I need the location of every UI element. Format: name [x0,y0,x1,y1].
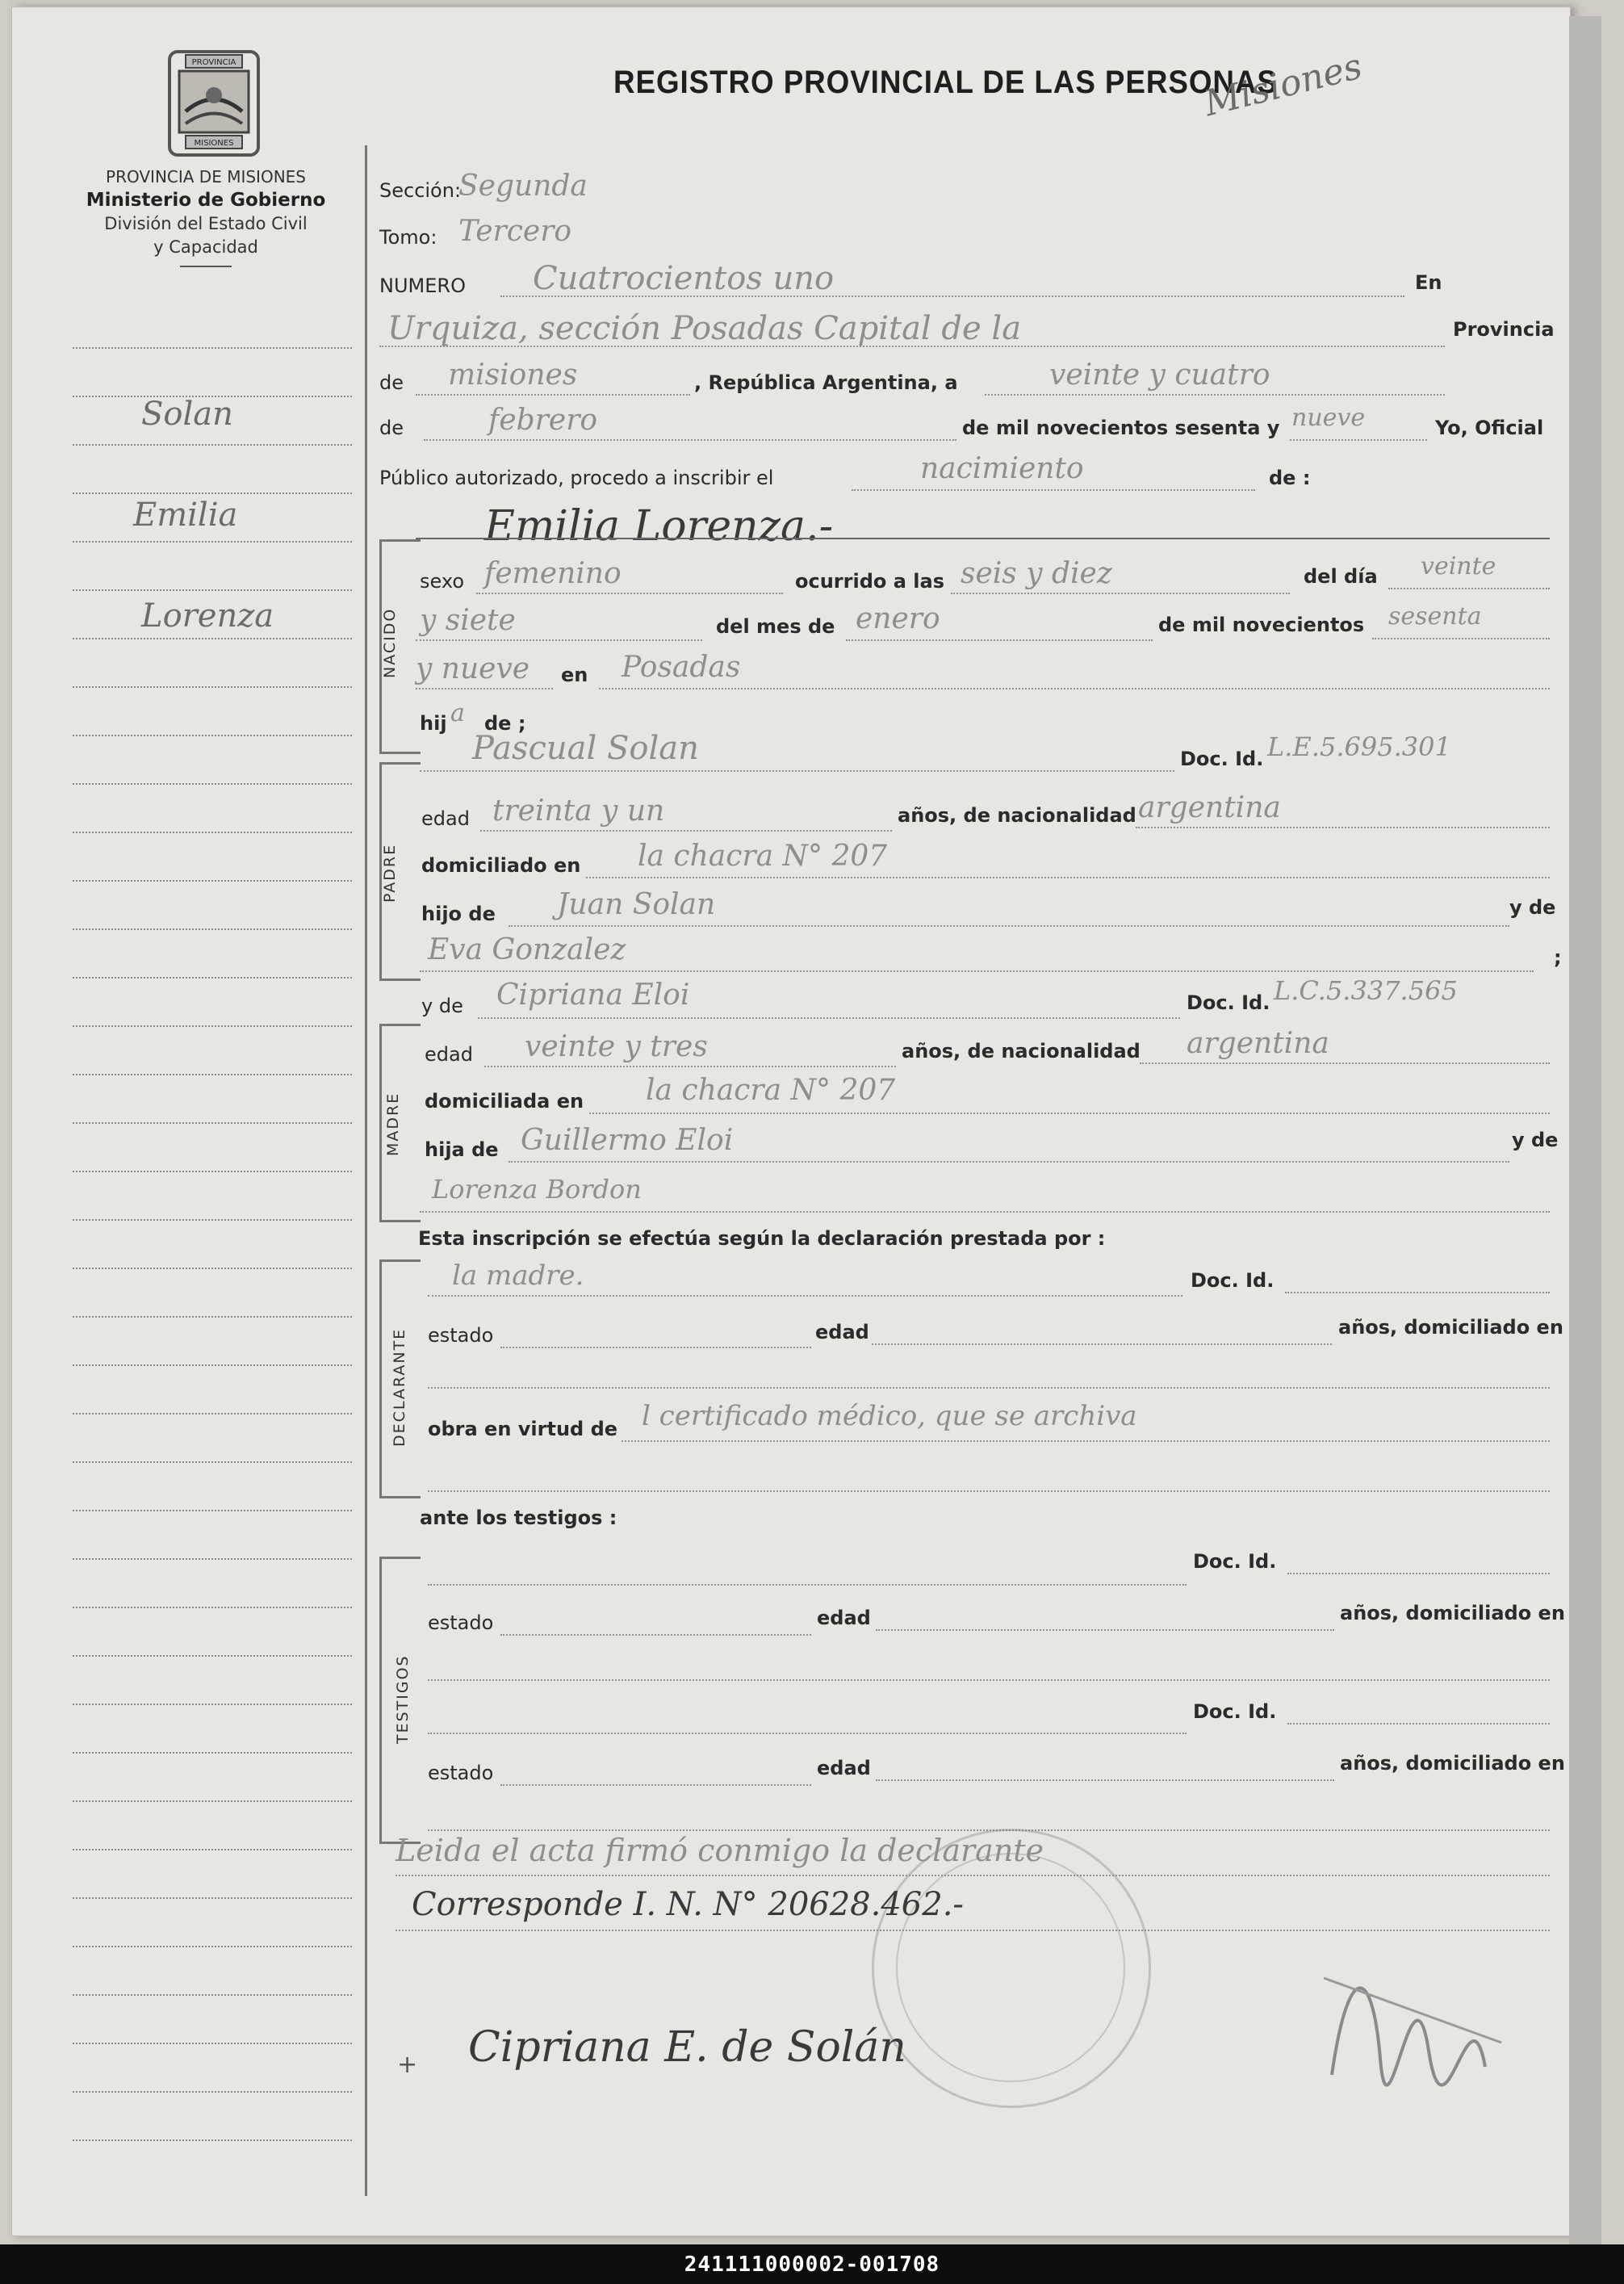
margin-rule [73,1897,352,1899]
testigo2-estado-line [500,1784,811,1786]
margin-rule [73,347,352,349]
padre-edad-label: edad [421,807,470,830]
declarant-signature: Cipriana E. de Solán [468,2023,906,2072]
declarante-obra-line [622,1440,1550,1442]
margin-rule [73,735,352,736]
padre-nac-value: argentina [1138,791,1281,824]
testigo1-nombre-line [428,1584,1187,1586]
margin-note-firstname: Emilia [133,497,238,534]
sexo-value: femenino [484,557,622,590]
dia2-line [416,639,702,641]
declarante-obra-label: obra en virtud de [428,1418,618,1440]
lugar-value: Posadas [622,651,741,684]
declarante-anios-label: años, domiciliado en [1338,1316,1563,1339]
margin-rule [73,1413,352,1414]
madre-hija-label: hija de [425,1138,499,1161]
declarante-nombre-value: la madre. [452,1259,584,1292]
ocurrido-label: ocurrido a las [795,570,944,593]
top-corner-signature: Misiones [1199,45,1367,125]
issuer-ministry: Ministerio de Gobierno [86,190,326,211]
year-line [1290,439,1427,441]
margin-rule [73,1558,352,1560]
seccion-label: Sección: [379,179,462,202]
margin-rule [73,1316,352,1318]
month-value: febrero [488,404,598,437]
margin-rule [73,686,352,688]
padre-hijo-value: Juan Solan [557,888,716,921]
child-name-line [416,538,1550,539]
issuer-province: PROVINCIA DE MISIONES [106,167,306,186]
anio-line [1372,638,1550,639]
margin-rule [73,638,352,639]
testigo1-estado-label: estado [428,1611,494,1634]
margin-rule [73,928,352,930]
hij-de-label: de ; [484,712,526,735]
testigo1-edad-line [876,1629,1334,1631]
margin-rule [73,2091,352,2093]
declarante-intro: Esta inscripción se efectúa según la declaración prestada por : [418,1227,1106,1250]
margin-rule [73,1219,352,1221]
svg-text:MISIONES: MISIONES [194,139,234,148]
madre-edad-value: veinte y tres [525,1030,708,1063]
provincia-label: Provincia [1453,318,1555,341]
en-label: En [1415,271,1442,294]
padre-nombre-line [420,770,1174,772]
margin-rule [73,783,352,785]
declarante-doc-line [1285,1292,1550,1293]
testigos-intro: ante los testigos : [420,1507,617,1529]
year-value: nueve [1291,404,1366,432]
padre-madre-line [420,970,1534,972]
madre-doc-label: Doc. Id. [1187,991,1270,1014]
padre-semicolon: ; [1554,946,1562,969]
sexo-line [476,593,783,594]
testigo2-doc-line [1287,1723,1550,1725]
milnov-label: de mil novecientos [1158,614,1365,636]
padre-domic-label: domiciliado en [421,854,581,877]
padre-nac-line [1136,827,1550,828]
numero-label: NUMERO [379,274,466,297]
issuer-division: División del Estado Civil [104,214,308,233]
margin-rule [73,1025,352,1027]
margin-rule [73,1364,352,1366]
padre-hijo-line [509,925,1509,927]
day-value: veinte y cuatro [1049,358,1270,392]
corresponde-text: Corresponde I. N. N° 20628.462.- [412,1886,964,1923]
leida-line [396,1875,1550,1876]
oficial-label: Yo, Oficial [1435,417,1544,439]
madre-abuela-value: Lorenza Bordon [432,1174,642,1205]
mes-value: enero [856,602,940,635]
margin-rule [73,1704,352,1705]
padre-nombre-value: Pascual Solan [472,730,699,767]
margin-rule [73,1122,352,1124]
de3-label: de : [1269,467,1311,489]
padre-anios-label: años, de nacionalidad [898,804,1136,827]
declarante-edad-line [872,1343,1332,1345]
month-line [424,439,956,441]
hora-value: seis y diez [961,557,1112,590]
numero-value: Cuatrocientos uno [533,260,835,297]
mes-line [846,639,1153,641]
padre-domic-value: la chacra N° 207 [638,840,888,873]
republica-label: , República Argentina, a [694,371,958,394]
madre-nombre-value: Cipriana Eloi [496,979,690,1012]
madre-yde2-label: y de [1512,1129,1559,1151]
margin-rule [73,977,352,979]
deldia-label: del día [1304,565,1378,588]
margin-rule [73,1268,352,1269]
madre-nac-line [1140,1062,1550,1064]
testigo2-doc-label: Doc. Id. [1193,1700,1277,1723]
provincial-crest-icon [161,47,266,160]
hij-value: a [450,699,465,727]
margin-rule [73,1074,352,1075]
madre-edad-line [484,1066,896,1067]
issuer-rule [180,266,232,267]
madre-domic-label: domiciliada en [425,1090,584,1113]
margin-rule [73,1510,352,1511]
document-title: REGISTRO PROVINCIAL DE LAS PERSONAS [613,65,1278,100]
margin-rule [73,444,352,446]
madre-nombre-line [478,1017,1180,1019]
declarante-nombre-line [428,1295,1182,1297]
padre-hijo-label: hijo de [421,903,496,925]
testigo2-nombre-line [428,1733,1187,1734]
declarante-obra-value: l certificado médico, que se archiva [642,1400,1137,1432]
anio2-line [416,688,553,689]
lugar-line [599,688,1550,689]
lugar-label: en [561,664,588,686]
padre-side-label: PADRE [381,843,399,903]
testigo1-domic-line [428,1679,1550,1681]
margin-rule [73,880,352,882]
testigo1-estado-line [500,1634,811,1636]
de-label: de [379,371,404,394]
publico-label: Público autorizado, procedo a inscribir el [379,467,774,489]
child-name-value: Emilia Lorenza.- [484,502,834,551]
testigos-side-label: TESTIGOS [394,1654,412,1744]
margin-rule [73,589,352,591]
testigo2-edad-label: edad [817,1757,871,1779]
leida-text: Leida el acta firmó conmigo la declarante [396,1833,1044,1868]
margin-rule [73,1800,352,1802]
svg-text:PROVINCIA: PROVINCIA [191,58,236,67]
padre-doc-value: L.E.5.695.301 [1267,731,1451,762]
tomo-label: Tomo: [379,226,437,249]
left-column-divider [365,145,367,2196]
madre-side-label: MADRE [384,1092,402,1156]
margin-rule [73,1849,352,1850]
testigo1-anios-label: años, domiciliado en [1340,1602,1565,1624]
padre-doc-label: Doc. Id. [1180,748,1264,770]
margin-rule [73,492,352,494]
footer-id: 241111000002-001708 [684,2253,940,2277]
year-label: de mil novecientos sesenta y [962,417,1280,439]
acto-line [852,489,1255,491]
declarante-edad-label: edad [815,1321,869,1343]
seccion-value: Segunda [458,170,588,203]
anio-value: sesenta [1388,602,1482,631]
margin-rule [73,1946,352,1947]
madre-nac-value: argentina [1187,1027,1329,1060]
nacido-side-label: NACIDO [381,607,399,678]
madre-anios-label: años, de nacionalidad [902,1040,1141,1062]
testigo1-doc-line [1287,1573,1550,1574]
x-mark: + [397,2051,418,2079]
madre-hija-value: Guillermo Eloi [521,1124,734,1157]
padre-madre-value: Eva Gonzalez [428,933,626,966]
margin-rule [73,2043,352,2044]
de2-label: de [379,417,404,439]
margin-rule [73,1994,352,1996]
anio-value-cont: y nueve [416,652,530,685]
hij-label: hij [420,712,447,735]
madre-domic-line [589,1113,1550,1114]
madre-doc-value: L.C.5.337.565 [1274,975,1458,1006]
acto-value: nacimiento [920,452,1084,485]
delmes-label: del mes de [716,615,835,638]
testigo2-anios-label: años, domiciliado en [1340,1752,1565,1775]
margin-note-surname: Solan [141,396,233,433]
declarante-estado-label: estado [428,1324,494,1347]
testigo2-edad-line [876,1779,1334,1781]
testigo1-edad-label: edad [817,1607,871,1629]
official-signature-scribble [1316,1930,1509,2091]
madre-edad-label: edad [425,1043,473,1066]
margin-rule [73,2139,352,2141]
provincia-line [416,394,690,396]
issuer-capacity: y Capacidad [153,237,258,257]
margin-rule [73,1655,352,1657]
dia-value: veinte [1421,552,1496,580]
padre-edad-line [480,830,892,832]
declarante-doc-label: Doc. Id. [1191,1269,1275,1292]
day-line [985,394,1445,396]
dia-value-cont: y siete [420,604,516,637]
margin-rule [73,1607,352,1608]
declarante-estado-line [500,1347,811,1348]
margin-rule [73,832,352,833]
issuer-header [48,166,363,267]
hora-line [951,593,1290,594]
madre-abuela-line [420,1211,1550,1213]
testigo2-estado-label: estado [428,1762,494,1784]
padre-domic-line [586,877,1550,878]
place-value: Urquiza, sección Posadas Capital de la [387,310,1022,347]
provincia-value: misiones [448,358,578,392]
margin-rule [73,1171,352,1172]
margin-rule [73,541,352,543]
madre-domic-value: la chacra N° 207 [646,1074,896,1107]
padre-edad-value: treinta y un [492,794,665,828]
madre-hija-line [509,1161,1509,1163]
madre-yde-label: y de [421,995,463,1017]
dia-line [1388,588,1550,589]
margin-rule [73,1461,352,1463]
page-edge [1569,16,1601,2244]
tomo-value: Tercero [458,215,572,248]
testigo1-doc-label: Doc. Id. [1193,1550,1277,1573]
margin-rule [73,1752,352,1754]
sexo-label: sexo [420,570,464,593]
declarante-side-label: DECLARANTE [391,1327,408,1447]
margin-note-middlename: Lorenza [141,597,274,635]
declarante-domic-line [428,1387,1550,1389]
declarante-obra2-line [428,1490,1550,1492]
padre-yde-label: y de [1509,896,1556,919]
